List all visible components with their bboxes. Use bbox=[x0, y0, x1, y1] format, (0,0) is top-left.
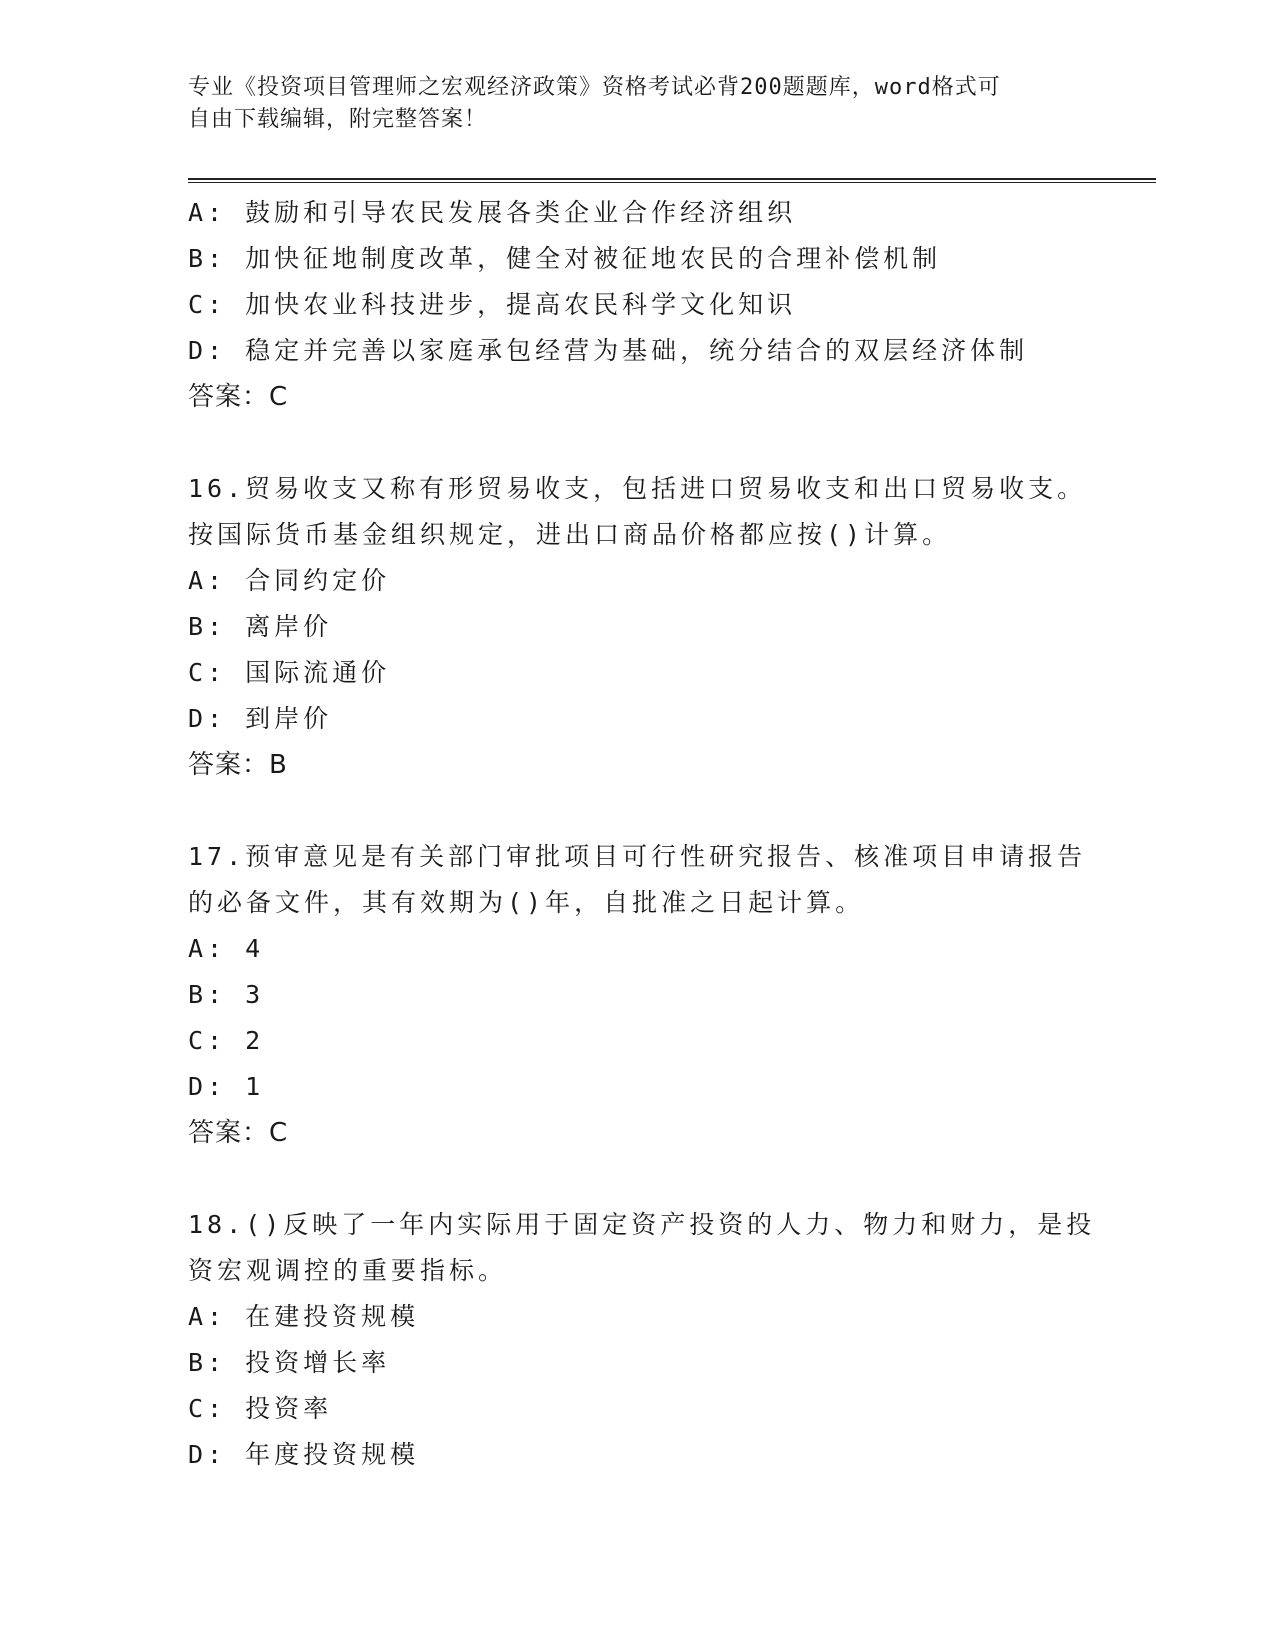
option-text: 1 bbox=[245, 1072, 265, 1101]
option-text: 加快农业科技进步，提高农民科学文化知识 bbox=[245, 290, 797, 319]
option-text: 投资率 bbox=[245, 1394, 333, 1423]
header-divider bbox=[188, 178, 1156, 183]
answer-line: 答案：B bbox=[188, 750, 288, 780]
question-17 bbox=[188, 834, 1148, 1156]
option-key: C: bbox=[188, 1026, 227, 1055]
option-key: B: bbox=[188, 980, 227, 1009]
option-text: 年度投资规模 bbox=[245, 1440, 420, 1469]
option-key: C: bbox=[188, 290, 227, 319]
option-key: A: bbox=[188, 198, 227, 227]
option-text: 4 bbox=[245, 934, 265, 963]
option-text: 投资增长率 bbox=[245, 1348, 391, 1377]
spacer bbox=[188, 420, 1148, 466]
question-stem-line-2: 按国际货币基金组织规定，进出口商品价格都应按()计算。 bbox=[188, 520, 952, 549]
option-key: D: bbox=[188, 1440, 227, 1469]
option-key: C: bbox=[188, 1394, 227, 1423]
spacer bbox=[188, 788, 1148, 834]
option-key: D: bbox=[188, 336, 227, 365]
option-a bbox=[188, 558, 1148, 604]
question-stem-line-1: 16.贸易收支又称有形贸易收支，包括进口贸易收支和出口贸易收支。 bbox=[188, 474, 1087, 503]
answer-line: 答案：C bbox=[188, 1118, 289, 1148]
option-text: 2 bbox=[245, 1026, 265, 1055]
question-stem-line-2: 的必备文件，其有效期为()年，自批准之日起计算。 bbox=[188, 888, 865, 917]
option-a bbox=[188, 190, 1148, 236]
option-key: B: bbox=[188, 612, 227, 641]
option-c bbox=[188, 282, 1148, 328]
option-key: A: bbox=[188, 934, 227, 963]
question-stem-line-2: 资宏观调控的重要指标。 bbox=[188, 1256, 508, 1285]
option-text: 加快征地制度改革，健全对被征地农民的合理补偿机制 bbox=[245, 244, 942, 273]
option-a bbox=[188, 926, 1148, 972]
option-b bbox=[188, 1340, 1148, 1386]
header-line-2: 自由下载编辑，附完整答案！ bbox=[188, 107, 488, 132]
option-c bbox=[188, 1386, 1148, 1432]
question-18 bbox=[188, 1202, 1148, 1478]
option-text: 合同约定价 bbox=[245, 566, 391, 595]
option-text: 在建投资规模 bbox=[245, 1302, 420, 1331]
option-key: C: bbox=[188, 658, 227, 687]
option-text: 3 bbox=[245, 980, 265, 1009]
question-stem-line-1: 17.预审意见是有关部门审批项目可行性研究报告、核准项目申请报告 bbox=[188, 842, 1087, 871]
option-b bbox=[188, 236, 1148, 282]
question-list bbox=[188, 190, 1148, 1478]
question-stem-line-1: 18.()反映了一年内实际用于固定资产投资的人力、物力和财力，是投 bbox=[188, 1210, 1096, 1239]
option-text: 稳定并完善以家庭承包经营为基础，统分结合的双层经济体制 bbox=[245, 336, 1029, 365]
option-key: A: bbox=[188, 1302, 227, 1331]
option-key: D: bbox=[188, 704, 227, 733]
option-d bbox=[188, 328, 1148, 374]
option-key: D: bbox=[188, 1072, 227, 1101]
option-key: A: bbox=[188, 566, 227, 595]
option-text: 国际流通价 bbox=[245, 658, 391, 687]
header-line-1: 专业《投资项目管理师之宏观经济政策》资格考试必背200题题库，word格式可 bbox=[188, 75, 1001, 100]
option-key: B: bbox=[188, 1348, 227, 1377]
question-16 bbox=[188, 466, 1148, 788]
option-b bbox=[188, 972, 1148, 1018]
option-d bbox=[188, 1432, 1148, 1478]
spacer bbox=[188, 1156, 1148, 1202]
option-c bbox=[188, 1018, 1148, 1064]
answer-line: 答案：C bbox=[188, 382, 289, 412]
option-a bbox=[188, 1294, 1148, 1340]
option-text: 到岸价 bbox=[245, 704, 333, 733]
question-15 bbox=[188, 190, 1148, 420]
option-d bbox=[188, 1064, 1148, 1110]
option-text: 鼓励和引导农民发展各类企业合作经济组织 bbox=[245, 198, 797, 227]
option-d bbox=[188, 696, 1148, 742]
option-c bbox=[188, 650, 1148, 696]
option-text: 离岸价 bbox=[245, 612, 333, 641]
option-b bbox=[188, 604, 1148, 650]
document-header bbox=[188, 72, 1088, 136]
option-key: B: bbox=[188, 244, 227, 273]
